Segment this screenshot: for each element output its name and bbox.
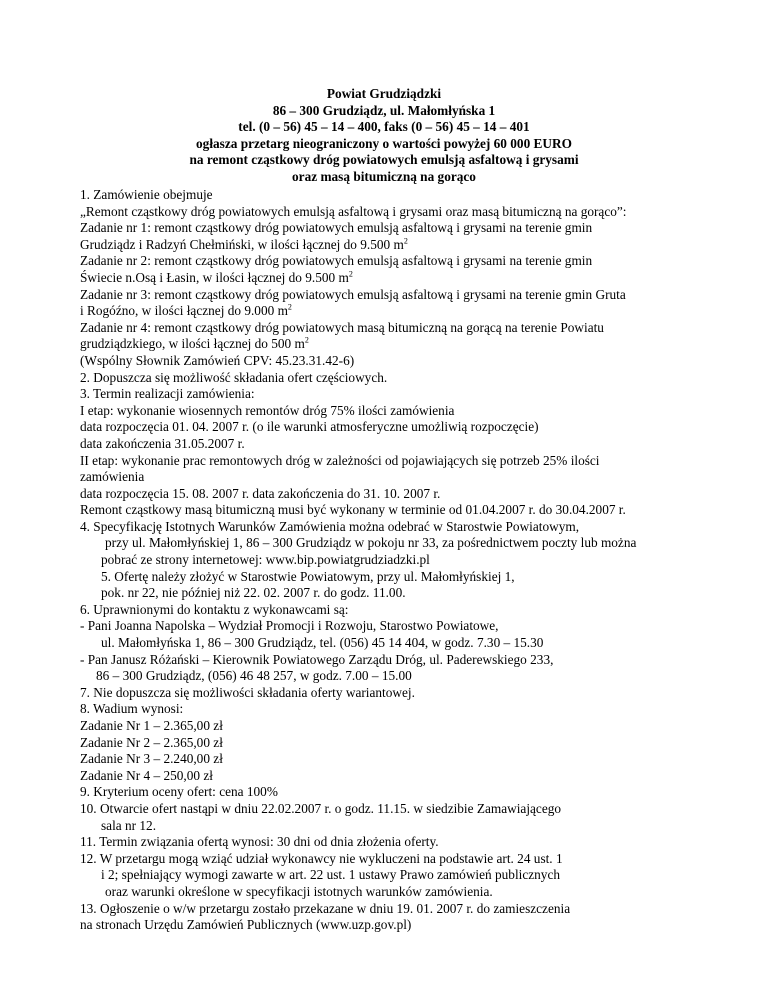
body-line: „Remont cząstkowy dróg powiatowych emulsją asfaltową i grysami oraz masą bitumiczną na gorąco”: xyxy=(80,203,627,219)
body-line xyxy=(80,303,700,320)
body-line: 3. Termin realizacji zamówienia: xyxy=(80,386,255,402)
body-line: 4. Specyfikację Istotnych Warunków Zamówienia można odebrać w Starostwie Powiatowym, xyxy=(80,518,580,534)
body-line: 12. W przetargu mogą wziąć udział wykonawcy nie wykluczeni na podstawie art. 24 ust. 1 xyxy=(80,850,563,866)
body-line-text: Świecie n.Osą i Łasin, w ilości łącznej do 9.500 m xyxy=(80,269,349,285)
body-line: (Wspólny Słownik Zamówień CPV: 45.23.31.42-6) xyxy=(80,352,355,368)
body-line: 6. Uprawnionymi do kontaktu z wykonawcami są: xyxy=(80,601,349,617)
body-line: na stronach Urzędu Zamówień Publicznych (www.uzp.gov.pl) xyxy=(80,917,412,933)
header-address: 86 – 300 Grudziądz, ul. Małomłyńska 1 xyxy=(272,102,496,118)
body-line: Zadanie Nr 3 – 2.240,00 zł xyxy=(80,751,223,767)
body-line: 5. Ofertę należy złożyć w Starostwie Powiatowym, przy ul. Małomłyńskiej 1, xyxy=(101,568,515,584)
body-line: pok. nr 22, nie później niż 22. 02. 2007 r. do godz. 11.00. xyxy=(101,585,406,601)
body-line: Zadanie Nr 1 – 2.365,00 zł xyxy=(80,718,223,733)
body-line: 1. Zamówienie obejmuje xyxy=(80,187,213,202)
body-line: i 2; spełniający wymogi zawarte w art. 22 ust. 1 ustawy Prawo zamówień publicznych xyxy=(101,867,560,883)
body-line: 2. Dopuszcza się możliwość składania ofert częściowych. xyxy=(80,369,388,385)
body-line: Zadanie Nr 4 – 250,00 zł xyxy=(80,767,213,783)
body-line: Zadanie nr 2: remont cząstkowy dróg powiatowych emulsją asfaltową i grysami na terenie gmin xyxy=(80,253,593,269)
body-line: data zakończenia 31.05.2007 r. xyxy=(80,435,245,451)
announcement-body xyxy=(80,187,700,934)
body-line: Zadanie Nr 2 – 2.365,00 zł xyxy=(80,734,223,750)
body-line: oraz warunki określone w specyfikacji istotnych warunków zamówienia. xyxy=(105,883,493,899)
body-line: 10. Otwarcie ofert nastąpi w dniu 22.02.2007 r. o godz. 11.15. w siedzibie Zamawiającego xyxy=(80,800,562,816)
body-line: ul. Małomłyńska 1, 86 – 300 Grudziądz, tel. (056) 45 14 404, w godz. 7.30 – 15.30 xyxy=(101,635,544,651)
body-line: 8. Wadium wynosi: xyxy=(80,701,184,717)
header-subject: na remont cząstkowy dróg powiatowych emulsją asfaltową i grysami xyxy=(189,152,579,168)
header-phone-fax: tel. (0 – 56) 45 – 14 – 400, faks (0 – 56) 45 – 14 – 401 xyxy=(238,119,530,135)
header-announcement: ogłasza przetarg nieograniczony o wartości powyżej 60 000 EURO xyxy=(196,135,572,151)
body-line: II etap: wykonanie prac remontowych dróg w zależności od pojawiających się potrzeb 25% ilości xyxy=(80,452,600,468)
superscript: 2 xyxy=(403,236,408,246)
body-line: 86 – 300 Grudziądz, (056) 46 48 257, w godz. 7.00 – 15.00 xyxy=(96,668,412,684)
body-line: data rozpoczęcia 01. 04. 2007 r. (o ile warunki atmosferyczne umożliwią rozpoczęcie) xyxy=(80,419,539,435)
body-line xyxy=(80,336,700,353)
body-line: pobrać ze strony internetowej: www.bip.powiatgrudziadzki.pl xyxy=(101,552,430,568)
body-line: 13. Ogłoszenie o w/w przetargu zostało przekazane w dniu 19. 01. 2007 r. do zamieszczenia xyxy=(80,900,571,916)
body-line: sala nr 12. xyxy=(101,817,157,833)
body-line: zamówienia xyxy=(80,469,145,485)
superscript: 2 xyxy=(304,335,309,345)
body-line-text: i Rogóźno, w ilości łącznej do 9.000 m xyxy=(80,303,288,319)
body-line: 11. Termin związania ofertą wynosi: 30 dni od dnia złożenia oferty. xyxy=(80,834,439,850)
body-line xyxy=(80,270,700,287)
header-issuer: Powiat Grudziądzki xyxy=(326,86,442,101)
body-line xyxy=(80,237,700,254)
announcement-header xyxy=(80,86,688,186)
body-line: 9. Kryterium oceny ofert: cena 100% xyxy=(80,784,278,800)
body-line: I etap: wykonanie wiosennych remontów dróg 75% ilości zamówienia xyxy=(80,402,455,418)
body-line: data rozpoczęcia 15. 08. 2007 r. data zakończenia do 31. 10. 2007 r. xyxy=(80,485,441,501)
body-line: - Pani Joanna Napolska – Wydział Promocji i Rozwoju, Starostwo Powiatowe, xyxy=(80,618,499,634)
body-line: Remont cząstkowy masą bitumiczną musi być wykonany w terminie od 01.04.2007 r. do 30.04.2007 r. xyxy=(80,502,626,518)
header-subject-cont: oraz masą bitumiczną na gorąco xyxy=(292,168,476,184)
superscript: 2 xyxy=(348,269,353,279)
body-line-text: Grudziądz i Radzyń Chełmiński, w ilości łącznej do 9.500 m xyxy=(80,236,404,252)
body-line: 7. Nie dopuszcza się możliwości składania oferty wariantowej. xyxy=(80,684,415,700)
body-line: przy ul. Małomłyńskiej 1, 86 – 300 Grudziądz w pokoju nr 33, za pośrednictwem poczty lub można xyxy=(105,535,637,551)
body-line: - Pan Janusz Różański – Kierownik Powiatowego Zarządu Dróg, ul. Paderewskiego 233, xyxy=(80,651,554,667)
body-line: Zadanie nr 3: remont cząstkowy dróg powiatowych emulsją asfaltową i grysami na terenie gmin Gruta xyxy=(80,286,626,302)
body-line-text: grudziądzkiego, w ilości łącznej do 500 m xyxy=(80,336,305,352)
body-line: Zadanie nr 1: remont cząstkowy dróg powiatowych emulsją asfaltową i grysami na terenie gmin xyxy=(80,220,593,236)
superscript: 2 xyxy=(287,302,292,312)
body-line: Zadanie nr 4: remont cząstkowy dróg powiatowych masą bitumiczną na gorącą na terenie Powiatu xyxy=(80,319,604,335)
